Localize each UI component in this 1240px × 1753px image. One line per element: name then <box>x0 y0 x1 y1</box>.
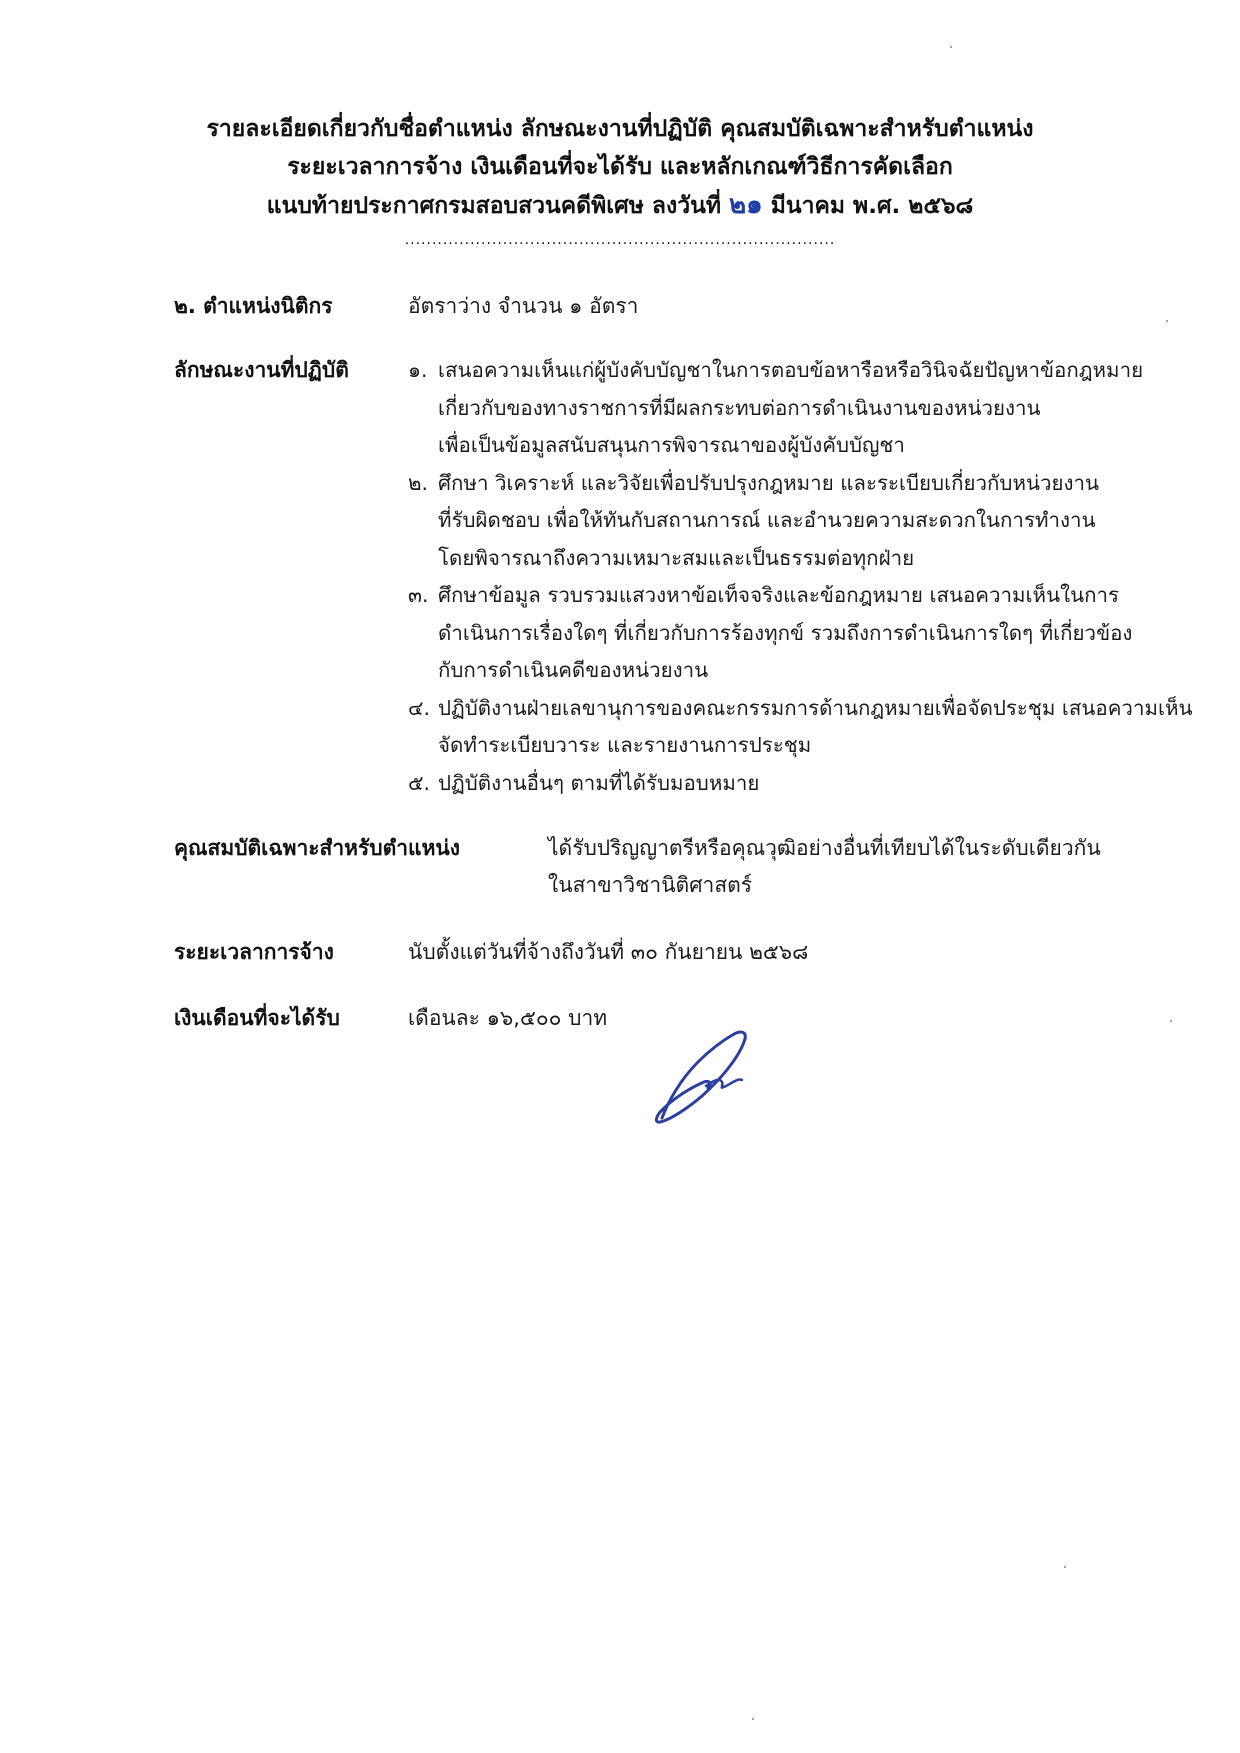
duty-line: ศึกษาข้อมูล รวบรวมแสวงหาข้อเท็จจริงและข้อกฎหมาย เสนอความเห็นในการ <box>438 583 1120 607</box>
employment-period-section <box>174 934 1134 974</box>
signature-stroke <box>656 1032 745 1122</box>
duty-line: เพื่อเป็นข้อมูลสนับสนุนการพิจารณาของผู้บังคับบัญชา <box>438 433 905 457</box>
duty-line: ที่รับผิดชอบ เพื่อให้ทันกับสถานการณ์ และอำนวยความสะดวกในการทำงาน <box>438 508 1096 532</box>
duty-number: ๑. <box>408 358 428 382</box>
scan-speck <box>1170 1020 1172 1022</box>
qualification-line: ได้รับปริญญาตรีหรือคุณวุฒิอย่างอื่นที่เทียบได้ในระดับเดียวกัน <box>548 836 1101 860</box>
header-announcement-month-year: มีนาคม พ.ศ. ๒๕๖๘ <box>770 193 974 219</box>
duty-item <box>408 352 1144 465</box>
header-title-line-2: ระยะเวลาการจ้าง เงินเดือนที่จะได้รับ และหลักเกณฑ์วิธีการคัดเลือก <box>287 154 953 180</box>
header-separator: ............................................................................... <box>404 232 836 248</box>
duty-line: ดำเนินการเรื่องใดๆ ที่เกี่ยวกับการร้องทุกข์ รวมถึงการดำเนินการใดๆ ที่เกี่ยวข้อง <box>438 620 1133 645</box>
header-announcement-prefix: แนบท้ายประกาศกรมสอบสวนคดีพิเศษ ลงวันที่ <box>266 193 722 219</box>
duty-line: โดยพิจารณาถึงความเหมาะสมและเป็นธรรมต่อทุกฝ่าย <box>438 545 915 570</box>
duty-line: ศึกษา วิเคราะห์ และวิจัยเพื่อปรับปรุงกฎหมาย และระเบียบเกี่ยวกับหน่วยงาน <box>438 470 1100 495</box>
scan-speck <box>1064 1566 1066 1568</box>
duty-item <box>408 465 1138 578</box>
qualification-value <box>548 830 1108 904</box>
duty-item <box>408 765 1138 803</box>
duties-list <box>408 352 1193 802</box>
employment-period-value <box>408 934 808 971</box>
duty-item <box>408 577 1138 690</box>
header-announcement-day: ๒๑ <box>729 190 763 220</box>
qualification-line: ในสาขาวิชานิติศาสตร์ <box>548 873 753 897</box>
duty-number: ๒. <box>408 470 429 495</box>
qualification-section <box>174 830 1134 910</box>
salary-value <box>408 1000 607 1037</box>
duties-section <box>174 352 1193 802</box>
duty-line: เกี่ยวกับของทางราชการที่มีผลกระทบต่อการดำเนินงานของหน่วยงาน <box>438 395 1041 420</box>
duties-label: ลักษณะงานที่ปฏิบัติ <box>174 358 349 382</box>
employment-period-text: นับตั้งแต่วันที่จ้างถึงวันที่ ๓๐ กันยายน ๒๕๖๘ <box>408 940 809 964</box>
header-title-line-3 <box>0 186 1240 224</box>
duty-line: จัดทำระเบียบวาระ และรายงานการประชุม <box>438 733 812 757</box>
scan-speck <box>950 46 952 48</box>
header-title-line-1: รายละเอียดเกี่ยวกับชื่อตำแหน่ง ลักษณะงานที่ปฏิบัติ คุณสมบัติเฉพาะสำหรับตำแหน่ง <box>206 116 1034 142</box>
signature-image <box>650 1020 780 1130</box>
scan-speck <box>752 1718 754 1720</box>
document-header <box>0 110 1240 252</box>
duty-line: เสนอความเห็นแก่ผู้บังคับบัญชาในการตอบข้อหารือหรือวินิจฉัยปัญหาข้อกฎหมาย <box>438 358 1144 382</box>
duty-number: ๔. <box>408 695 431 720</box>
scan-speck <box>1166 320 1168 322</box>
duty-number: ๓. <box>408 583 429 607</box>
position-vacancy-text: อัตราว่าง จำนวน ๑ อัตรา <box>408 294 639 318</box>
duty-line: ปฏิบัติงานอื่นๆ ตามที่ได้รับมอบหมาย <box>438 770 760 795</box>
salary-text: เดือนละ ๑๖,๕๐๐ บาท <box>408 1006 608 1030</box>
employment-period-label: ระยะเวลาการจ้าง <box>174 940 334 964</box>
position-section <box>174 288 1134 328</box>
duty-line: ปฏิบัติงานฝ่ายเลขานุการของคณะกรรมการด้านกฎหมายเพื่อจัดประชุม เสนอความเห็น <box>438 695 1193 720</box>
qualification-label: คุณสมบัติเฉพาะสำหรับตำแหน่ง <box>174 836 461 860</box>
duty-number: ๕. <box>408 770 431 795</box>
salary-label: เงินเดือนที่จะได้รับ <box>174 1006 340 1030</box>
position-value <box>408 288 638 325</box>
position-label: ๒. ตำแหน่งนิติกร <box>174 294 333 318</box>
duty-item <box>408 690 1193 765</box>
duty-line: กับการดำเนินคดีของหน่วยงาน <box>438 658 709 682</box>
